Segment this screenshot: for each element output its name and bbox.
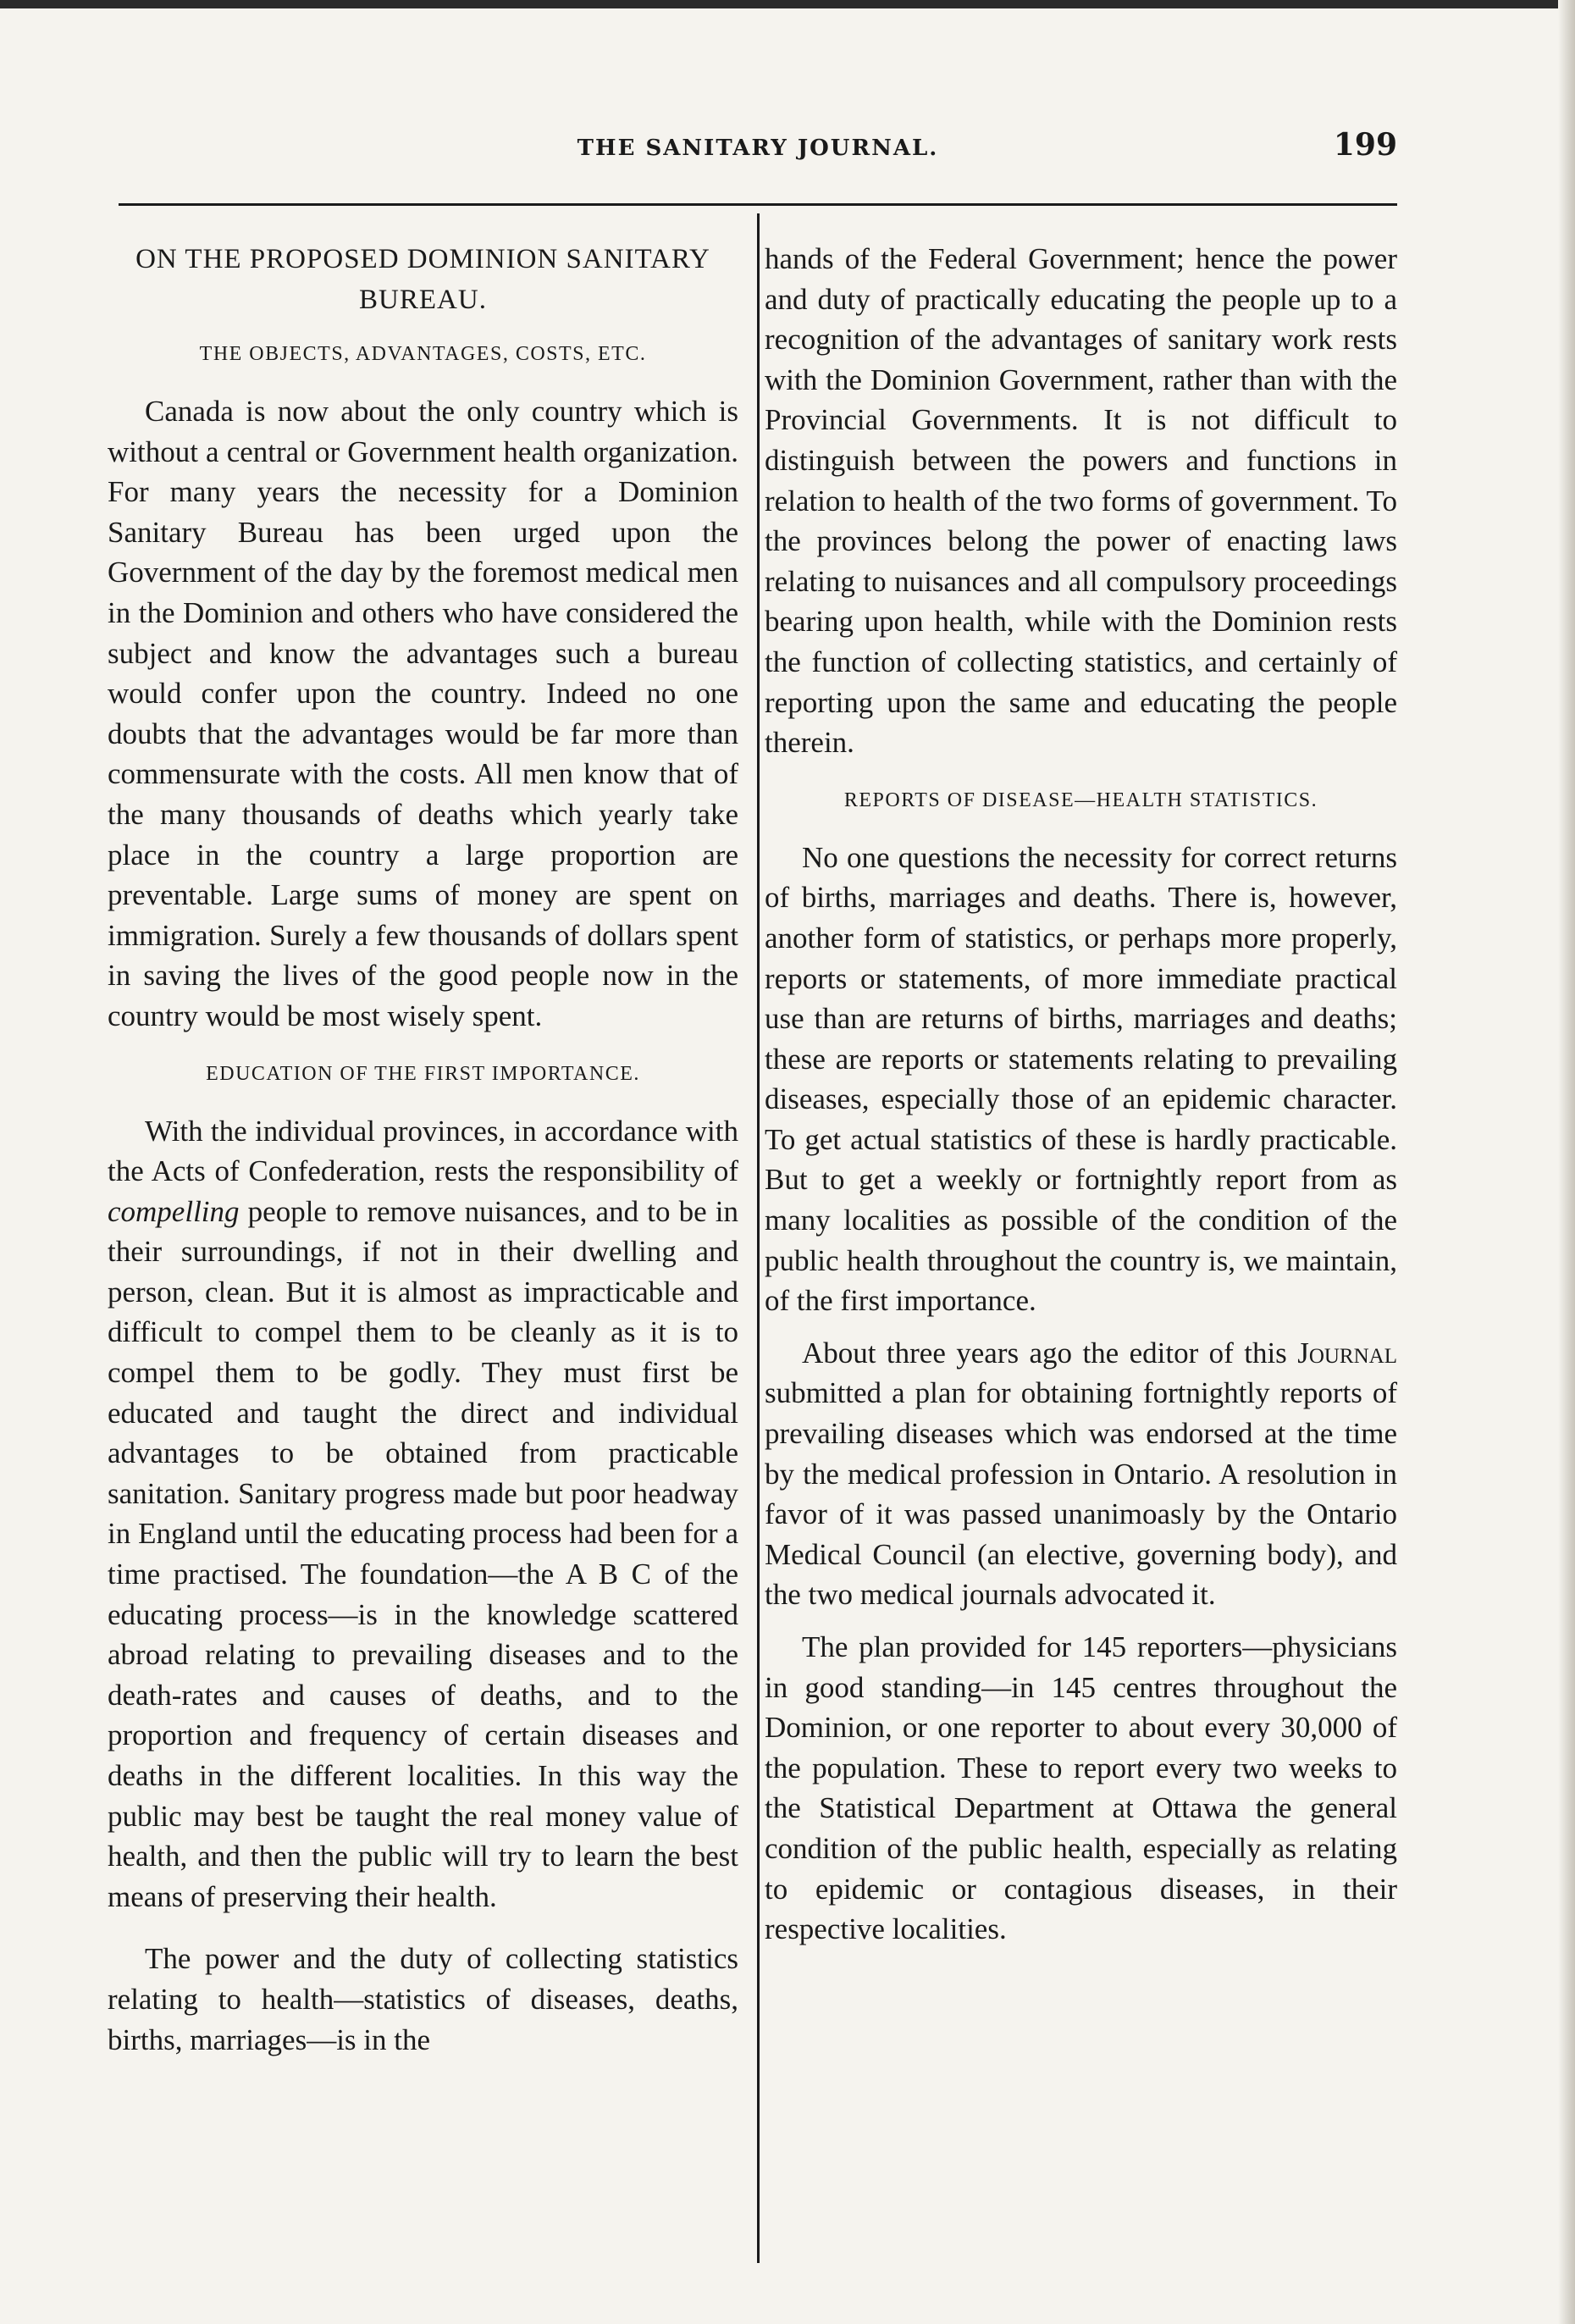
page-number: 199: [1333, 127, 1397, 163]
section-heading-reports: REPORTS OF DISEASE—HEALTH STATISTICS.: [843, 788, 1318, 811]
paragraph: The plan provided for 145 reporters—physicians in good standing—in 145 centres throughout the Dominion, or one reporter to about every 30,000 of the population. These to report every two weeks to the Statistical Department at Ottawa the general condition of the public health, especially as relating to epidemic or contagious diseases, in their respective localities.: [765, 1630, 1397, 1946]
paragraph-text: With the individual provinces, in accordance with the Acts of Confederation, rests the responsibility of: [108, 1114, 738, 1188]
paragraph: The power and the duty of collecting statistics relating to health—statistics of diseases, deaths, births, marriages—is in the: [108, 1942, 738, 2056]
paragraph-text: people to remove nuisances, and to be in their surroundings, if not in their dwelling and person, clean. But it is almost as impracticable and difficult to compel them to be cleanly as it is to compel them to be godly. They must first be educated and taught the direct and individual advantages to be obtained from practicable sanitation. Sanitary progress made but poor headway in England until the educating process had been for a time practised. The foundation—the A B C of the educating process—is in the knowledge scattered abroad relating to prevailing diseases and to the death-rates and causes of deaths, and to the proportion and frequency of certain diseases and deaths in the different localities. In this way the public may best be taught the real money value of health, and then the public will try to learn the best means of preserving their health.: [108, 1194, 738, 1913]
paragraph: [108, 1111, 738, 1917]
paragraph: [765, 1333, 1397, 1615]
column-divider: [757, 213, 760, 2263]
article-subtitle: THE OBJECTS, ADVANTAGES, COSTS, ETC.: [199, 343, 647, 365]
left-column: [108, 239, 738, 2060]
section-heading-education: EDUCATION OF THE FIRST IMPORTANCE.: [206, 1062, 640, 1085]
page-header: [119, 127, 1397, 178]
header-rule: [119, 203, 1397, 206]
paragraph: Canada is now about the only country which is without a central or Government health organization. For many years the necessity for a Dominion Sanitary Bureau has been urged upon the Government of the day by the foremost medical men in the Dominion and others who have considered the subject and know the advantages such a bureau would confer upon the country. Indeed no one doubts that the advantages would be far more than commensurate with the costs. All men know that of the many thousands of deaths which yearly take place in the country a large proportion are preventable. Large sums of money are spent on immigration. Surely a few thousands of dollars spent in saving the lives of the good people now in the country would be most wisely spent.: [108, 395, 738, 1032]
journal-name: Journal: [1297, 1336, 1397, 1370]
page-right-edge: [1558, 0, 1575, 2324]
italic-text: compelling: [108, 1194, 240, 1228]
paragraph: No one questions the necessity for correct returns of births, marriages and deaths. There is, however, another form of statistics, or perhaps more properly, reports or statements, of more immediate practical use than are returns of births, marriages and deaths; these are reports or statements relating to prevailing diseases, especially those of an epidemic character. To get actual statistics of these is hardly practicable. But to get a weekly or fortnightly report from as many localities as possible of the condition of the public health throughout the country is, we maintain, of the first importance.: [765, 840, 1397, 1318]
page-top-edge: [0, 0, 1575, 8]
running-title: THE SANITARY JOURNAL.: [577, 136, 939, 161]
right-column: [765, 239, 1397, 1950]
article-title: ON THE PROPOSED DOMINION SANITARY BUREAU.: [135, 244, 710, 315]
paragraph: hands of the Federal Government; hence the power and duty of practically educating the people up to a recognition of the advantages of sanitary work rests with the Dominion Government, rather than with the Provincial Governments. It is not difficult to distinguish between the powers and functions in relation to health of the two forms of government. To the provinces belong the power of enacting laws relating to nuisances and all compulsory proceedings bearing upon health, while with the Dominion rests the function of collecting statistics, and certainly of reporting upon the same and educating the people therein.: [765, 242, 1397, 760]
paragraph-text: submitted a plan for obtaining fortnightly reports of prevailing diseases which was endorsed at the time by the medical profession in Ontario. A resolution in favor of it was passed unanimoasly by the Ontario Medical Council (an elective, governing body), and the two medical journals advocated it.: [765, 1376, 1397, 1612]
paragraph-text: About three years ago the editor of this: [802, 1336, 1298, 1370]
